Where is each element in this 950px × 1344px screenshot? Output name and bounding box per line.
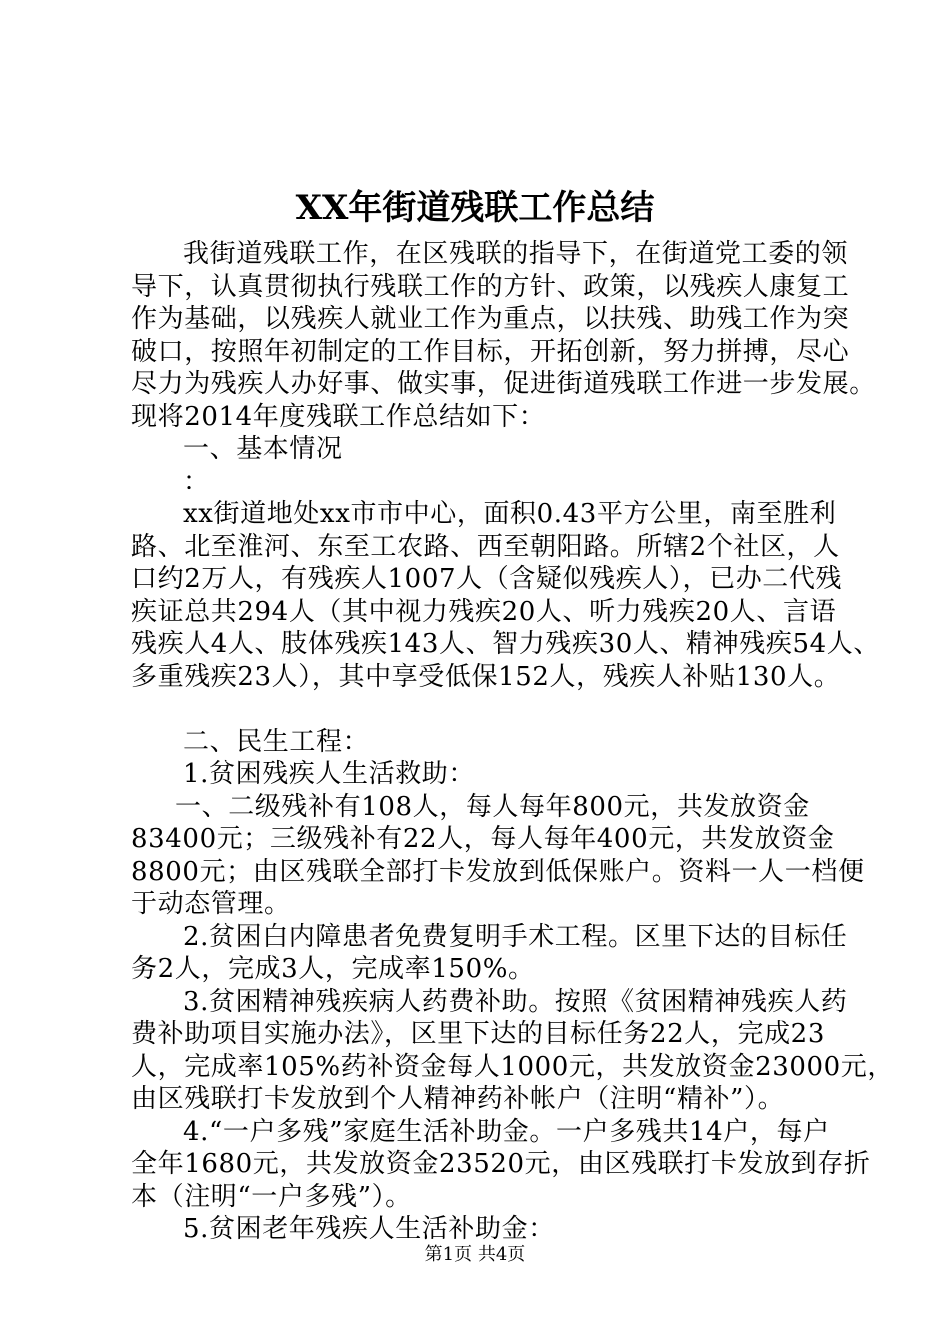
paragraph-line: 8800元；由区残联全部打卡发放到低保账户。资料一人一档便 xyxy=(131,856,865,887)
paragraph-line: 4.“一户多残”家庭生活补助金。一户多残共14户，每户 xyxy=(183,1116,830,1147)
paragraph-line: 5.贫困老年残疾人生活补助金： xyxy=(183,1214,555,1244)
paragraph-line: 于动态管理。 xyxy=(131,889,291,919)
subsection-heading: 1.贫困残疾人生活救助： xyxy=(183,759,476,789)
paragraph-line: 破口，按照年初制定的工作目标，开拓创新，努力拼搏，尽心 xyxy=(131,336,850,367)
paragraph-line: 本（注明“一户多残”）。 xyxy=(131,1181,412,1212)
paragraph-line: 2.贫困白内障患者免费复明手术工程。区里下达的目标任 xyxy=(183,921,848,952)
paragraph-line: 口约2万人，有残疾人1007人（含疑似残疾人），已办二代残 xyxy=(131,564,843,594)
blank-line xyxy=(131,693,851,726)
paragraph-line: 多重残疾23人），其中享受低保152人，残疾人补贴130人。 xyxy=(131,661,841,692)
paragraph-line: 路、北至淮河、东至工农路、西至朝阳路。所辖2个社区，人 xyxy=(131,531,840,562)
paragraph-line: 残疾人4人、肢体残疾143人、智力残疾30人、精神残疾54人、 xyxy=(131,629,880,659)
paragraph-line: 人，完成率105%药补资金每人1000元，共发放资金23000元， xyxy=(131,1051,895,1082)
paragraph-line: 作为基础，以残疾人就业工作为重点，以扶残、助残工作为突 xyxy=(131,304,850,334)
paragraph-line: 务2人，完成3人，完成率150%。 xyxy=(131,954,535,984)
paragraph-line: 费补助项目实施办法》，区里下达的目标任务22人，完成23 xyxy=(131,1019,825,1049)
paragraph-line: 一、二级残补有108人，每人每年800元，共发放资金 xyxy=(175,791,810,822)
section-heading: 二、民生工程： xyxy=(183,726,370,757)
document-body xyxy=(131,238,895,1246)
paragraph-line: 疾证总共294人（其中视力残疾20人、听力残疾20人、言语 xyxy=(131,596,837,627)
paragraph-line: 全年1680元，共发放资金23520元，由区残联打卡发放到存折 xyxy=(131,1149,871,1179)
paragraph-line: ： xyxy=(183,466,210,497)
page-title: XX年街道残联工作总结 xyxy=(295,188,655,228)
paragraph-line: xx街道地处xx市市中心，面积0.43平方公里，南至胜利 xyxy=(183,499,837,529)
paragraph-line: 尽力为残疾人办好事、做实事，促进街道残联工作进一步发展。 xyxy=(131,369,876,399)
paragraph-line: 导下，认真贯彻执行残联工作的方针、政策，以残疾人康复工 xyxy=(131,271,850,302)
paragraph-line: 由区残联打卡发放到个人精神药补帐户（注明“精补”）。 xyxy=(131,1084,785,1114)
page-footer: 第1页 共4页 xyxy=(424,1244,526,1265)
section-heading: 一、基本情况 xyxy=(183,434,343,464)
paragraph-line: 我街道残联工作，在区残联的指导下，在街道党工委的领 xyxy=(183,239,849,269)
paragraph-line: 3.贫困精神残疾病人药费补助。按照《贫困精神残疾人药 xyxy=(183,986,848,1017)
paragraph-line: 83400元；三级残补有22人，每人每年400元，共发放资金 xyxy=(131,824,835,854)
paragraph-line: 现将2014年度残联工作总结如下： xyxy=(131,401,546,432)
